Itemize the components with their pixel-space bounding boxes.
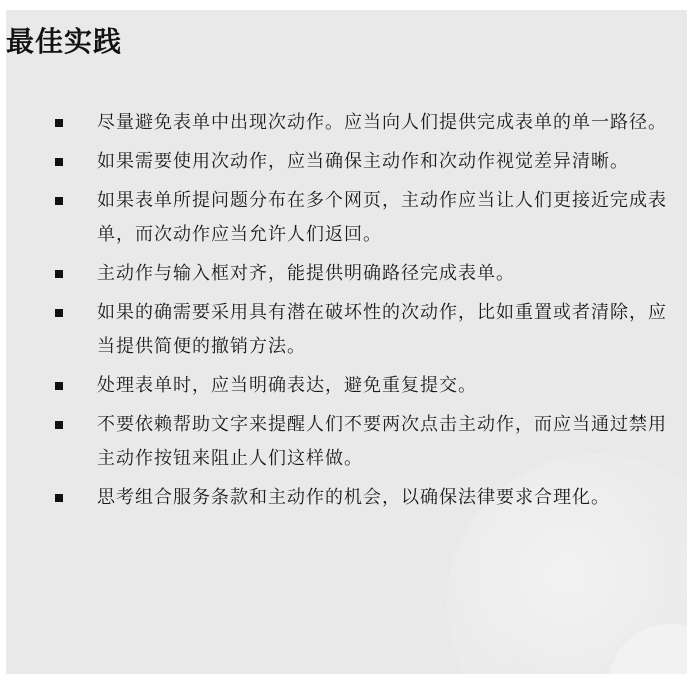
bullet-icon: [55, 421, 63, 429]
list-item: [6, 184, 687, 252]
list-item: [6, 145, 687, 179]
bullet-icon: [55, 158, 63, 166]
bullet-icon: [55, 197, 63, 205]
list-item: [6, 257, 687, 291]
bullet-icon: [55, 494, 63, 502]
bullet-icon: [55, 309, 63, 317]
list-item: [6, 296, 687, 364]
bullet-icon: [55, 119, 63, 127]
list-item-text: 如果需要使用次动作，应当确保主动作和次动作视觉差异清晰。: [97, 151, 629, 172]
list-item: [6, 369, 687, 403]
best-practices-callout: [6, 10, 687, 674]
bullet-icon: [55, 270, 63, 278]
bullet-icon: [55, 382, 63, 390]
watermark-inner-shape: [609, 624, 687, 674]
list-item-text: 主动作与输入框对齐，能提供明确路径完成表单。: [97, 263, 515, 284]
list-item: [6, 408, 687, 476]
list-item: [6, 481, 687, 515]
callout-title: 最佳实践: [6, 25, 123, 58]
list-item-text: 不要依赖帮助文字来提醒人们不要两次点击主动作，而应当通过禁用主动作按钮来阻止人们这样做。: [97, 414, 667, 469]
list-item-text: 如果的确需要采用具有潜在破坏性的次动作，比如重置或者清除，应当提供简便的撤销方法。: [97, 302, 667, 357]
list-item: [6, 106, 687, 140]
list-item-text: 尽量避免表单中出现次动作。应当向人们提供完成表单的单一路径。: [97, 112, 667, 133]
best-practices-list: [6, 106, 687, 520]
list-item-text: 思考组合服务条款和主动作的机会，以确保法律要求合理化。: [97, 487, 610, 508]
list-item-text: 如果表单所提问题分布在多个网页，主动作应当让人们更接近完成表单，而次动作应当允许人们返回。: [97, 190, 667, 245]
list-item-text: 处理表单时，应当明确表达，避免重复提交。: [97, 375, 477, 396]
